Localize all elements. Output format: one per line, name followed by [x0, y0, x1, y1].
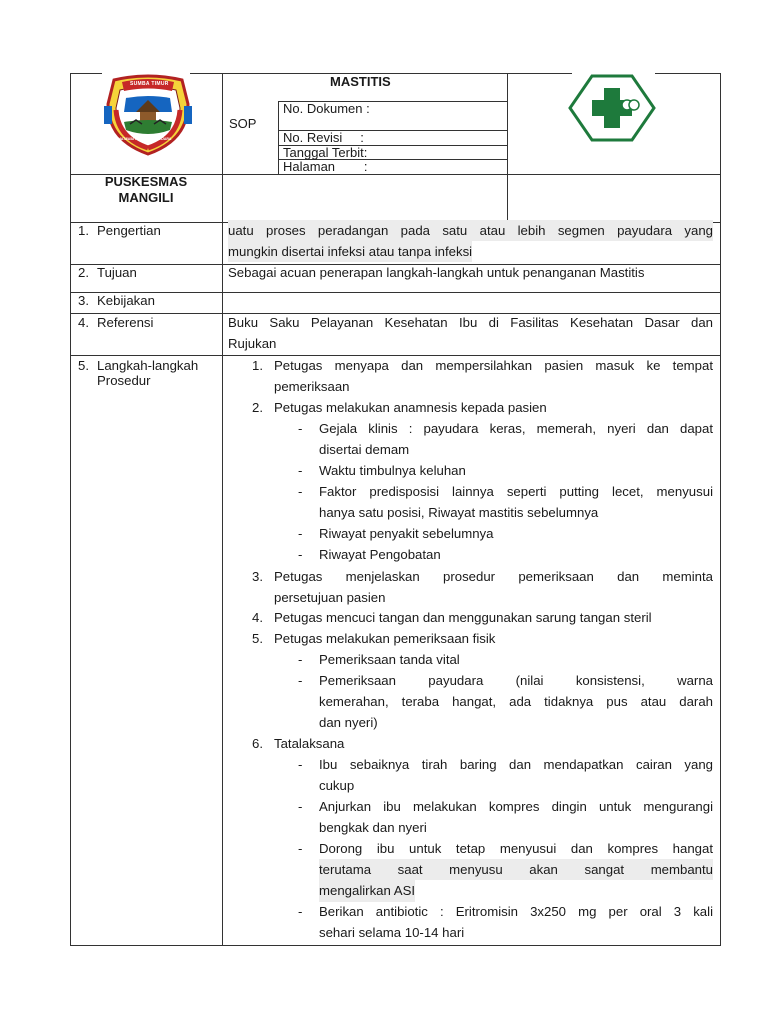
row-number: 3. — [78, 293, 89, 308]
text-line: disertai demam — [319, 442, 410, 458]
text-line: Faktor predisposisi lainnya seperti putting lecet, menyusui — [319, 484, 713, 499]
field-no-revisi: No. Revisi : — [283, 130, 364, 145]
text-line: Gejala klinis : payudara keras, memerah, nyeri dan dapat — [319, 421, 713, 436]
row-number: 1. — [78, 223, 89, 238]
org-line-2: MANGILI — [118, 190, 174, 205]
rule-left-edge — [70, 73, 71, 946]
text-line: Anjurkan ibu melakukan kompres dingin untuk mengurangi — [319, 799, 713, 814]
step-text — [274, 566, 713, 608]
seal-side-text: MATAWAI AMAHU PADA NJARA — [118, 137, 172, 141]
step-text: Petugas melakukan pemeriksaan fisik — [274, 631, 496, 646]
text-line: persetujuan pasien — [274, 590, 386, 606]
bullet-dash: - — [298, 904, 303, 919]
rule-top-left — [70, 73, 102, 74]
referensi-text — [228, 312, 713, 354]
bullet-text — [319, 901, 713, 943]
bullet-text — [319, 796, 713, 838]
rule-logo-right-left — [507, 73, 508, 223]
bullet-dash: - — [298, 757, 303, 772]
step-number: 1. — [252, 358, 263, 373]
bullet-dash: - — [298, 484, 303, 499]
rule-fields-left — [278, 101, 279, 174]
seal-top-text: SUMBA TIMUR — [130, 81, 169, 87]
bullet-text: Riwayat penyakit sebelumnya — [319, 526, 494, 541]
rule-right-edge — [720, 73, 721, 946]
text-line: Pemeriksaan payudara (nilai konsistensi, warna — [319, 673, 713, 688]
bullet-text: Riwayat Pengobatan — [319, 547, 441, 562]
text-line: Dorong ibu untuk tetap menyusui dan kompres hangat — [319, 841, 713, 856]
sop-label: SOP — [229, 116, 257, 131]
text-line: mungkin disertai infeksi atau tanpa infeksi — [228, 241, 472, 262]
bullet-text — [319, 838, 713, 902]
rule-col-divider — [222, 73, 223, 946]
step-number: 3. — [252, 569, 263, 584]
text-line: uatu proses peradangan pada satu atau lebih segmen payudara yang — [228, 220, 713, 241]
bullet-dash: - — [298, 547, 303, 562]
bullet-dash: - — [298, 652, 303, 667]
field-halaman: Halaman : — [283, 159, 368, 174]
tujuan-text: Sebagai acuan penerapan langkah-langkah untuk penanganan Mastitis — [228, 265, 645, 280]
text-line: hanya satu posisi, Riwayat mastitis sebelumnya — [319, 505, 599, 521]
text-line: mengalirkan ASI — [319, 880, 415, 901]
text-line: dan nyeri) — [319, 715, 378, 731]
bullet-text — [319, 418, 713, 460]
text-line: sehari selama 10-14 hari — [319, 925, 465, 941]
org-line-1: PUSKESMAS — [104, 174, 188, 189]
bullet-text — [319, 481, 713, 523]
rule-table-bottom — [70, 945, 721, 946]
row-number: 5. — [78, 358, 89, 373]
text-line: terutama saat menyusu akan sangat membantu — [319, 859, 713, 880]
text-line: Berikan antibiotic : Eritromisin 3x250 mg per oral 3 kali — [319, 904, 713, 919]
text-line: Rujukan — [228, 336, 277, 352]
text-line: Ibu sebaiknya tirah baring dan mendapatkan cairan yang — [319, 757, 713, 772]
step-number: 6. — [252, 736, 263, 751]
text-line: Petugas menjelaskan prosedur pemeriksaan dan meminta — [274, 569, 713, 584]
org-name — [96, 174, 196, 206]
text-line: pemeriksaan — [274, 379, 350, 395]
row-label-tujuan: Tujuan — [97, 265, 137, 280]
row-label-referensi: Referensi — [97, 315, 154, 330]
field-no-dokumen: No. Dokumen : — [283, 101, 370, 116]
step-text — [274, 355, 713, 397]
text-line: Buku Saku Pelayanan Kesehatan Ibu di Fasilitas Kesehatan Dasar dan — [228, 315, 713, 330]
field-tanggal-terbit: Tanggal Terbit: — [283, 145, 368, 160]
row-label: Pengertian — [97, 223, 161, 238]
step-text: Tatalaksana — [274, 736, 345, 751]
text-line: kemerahan, teraba hangat, ada tidaknya pus atau darah — [319, 694, 713, 710]
bullet-dash: - — [298, 841, 303, 856]
bullet-text: Waktu timbulnya keluhan — [319, 463, 466, 478]
step-number: 4. — [252, 610, 263, 625]
right-logo — [568, 74, 656, 142]
text-line: Petugas menyapa dan mempersilahkan pasien masuk ke tempat — [274, 358, 713, 373]
pengertian-text — [228, 220, 713, 262]
row-label-langkah — [97, 358, 198, 388]
step-number: 2. — [252, 400, 263, 415]
step-text: Petugas mencuci tangan dan menggunakan sarung tangan steril — [274, 610, 652, 625]
text-line: cukup — [319, 778, 355, 794]
left-logo — [100, 74, 196, 156]
row-number: 4. — [78, 315, 89, 330]
rule-top-right — [655, 73, 721, 74]
row-number: 2. — [78, 265, 89, 280]
text-line: bengkak dan nyeri — [319, 820, 427, 836]
bullet-text — [319, 754, 713, 796]
document-title: MASTITIS — [330, 74, 391, 89]
label-line: Prosedur — [97, 373, 151, 388]
bullet-dash: - — [298, 421, 303, 436]
step-text: Petugas melakukan anamnesis kepada pasien — [274, 400, 547, 415]
bullet-text: Pemeriksaan tanda vital — [319, 652, 460, 667]
step-number: 5. — [252, 631, 263, 646]
row-label-kebijakan: Kebijakan — [97, 293, 155, 308]
bullet-dash: - — [298, 463, 303, 478]
bullet-dash: - — [298, 799, 303, 814]
label-line: Langkah-langkah — [97, 358, 199, 373]
bullet-dash: - — [298, 526, 303, 541]
green-cross-logo-icon — [568, 74, 656, 142]
bullet-text — [319, 670, 713, 734]
bullet-dash: - — [298, 673, 303, 688]
rule-row3-top — [70, 292, 721, 293]
